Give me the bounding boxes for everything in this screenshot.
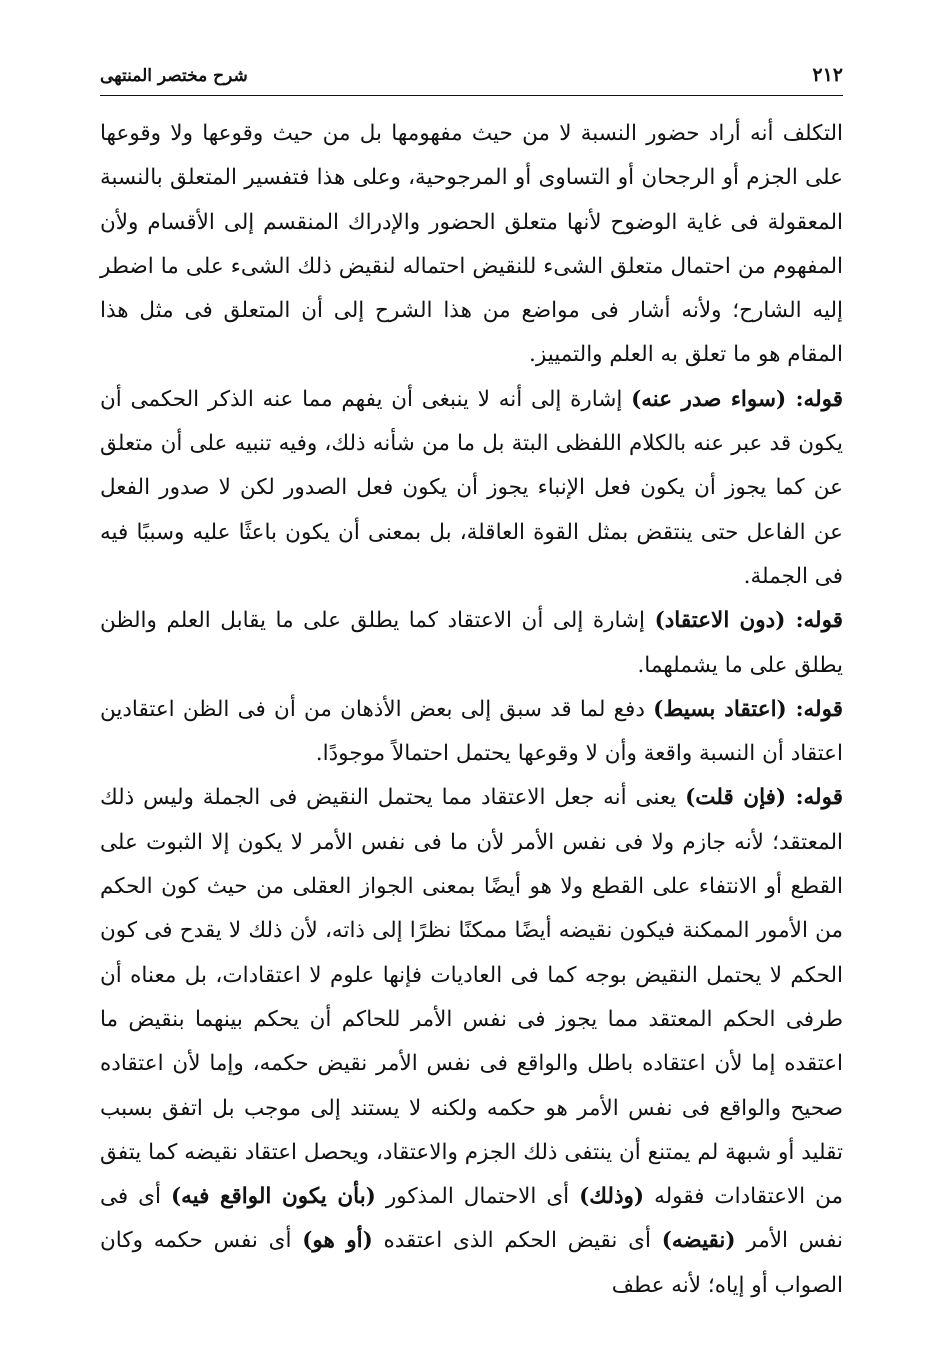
paragraph-text: يعنى أنه جعل الاعتقاد مما يحتمل النقيض فى الجملة وليس ذلك المعتقد؛ لأنه جازم ولا فى نفس الأمر لأن ما فى نفس الأمر لا يكون إلا الثبوت على القطع أو الانتفاء على القطع ولا هو أيضًا بمعنى الجواز العقلى من حيث كون الحكم من الأمور الممكنة فيكون نقيضه أيضًا ممكنًا نظرًا إلى ذاته، لأن ذلك لا يقدح فى كون الحكم لا يحتمل النقيض بوجه كما فى العاديات فإنها علوم لا اعتقادات، بل معناه أن طرفى الحكم المعتقد مما يجوز فى نفس الأمر للحاكم أن يحكم بينهما بنقيض ما اعتقده إما لأن اعتقاده باطل والواقع فى نفس الأمر نقيض حكمه، وإما لأن اعتقاده صحيح والواقع فى نفس الأمر هو حكمه ولكنه لا يستند إلى موجب بل اتفق بسبب تقليد أو شبهة لم يمتنع أن ينتفى ذلك الجزم والاعتقاد، ويحصل اعتقاد نقيضه كما يتفق من الاعتقادات فقوله — [100, 785, 844, 1210]
quoted-phrase: (أو هو) — [302, 1228, 373, 1254]
paragraph-5 — [100, 776, 843, 1308]
quoted-phrase: (فإن قلت) — [685, 785, 787, 811]
paragraph-text: دفع لما قد سبق إلى بعض الأذهان من أن فى الظن اعتقادين اعتقاد أن النسبة واقعة وأن لا وقوعها يحتمل احتمالاً موجودًا. — [100, 696, 843, 767]
qawluhu-label: قوله: — [785, 608, 843, 634]
header-rule — [100, 95, 843, 96]
paragraph-text: أى نفس حكمه وكان الصواب أو إياه؛ لأنه عطف — [100, 1228, 843, 1298]
page-header — [100, 60, 843, 96]
qawluhu-label: قوله: — [786, 386, 843, 412]
paragraph-text: أى فى نفس الأمر — [100, 1184, 843, 1254]
paragraph-4 — [100, 688, 843, 777]
quoted-phrase: (سواء صدر عنه) — [631, 386, 787, 412]
paragraph-text: التكلف أنه أراد حضور النسبة لا من حيث مفهومها بل من حيث وقوعها ولا وقوعها على الجزم أو الرجحان أو التساوى أو المرجوحية، وعلى هذا فتفسير المتعلق بالنسبة المعقولة فى غاية الوضوح لأنها متعلق الحضور والإدراك المنقسم إلى الأقسام ولأن المفهوم من احتمال متعلق الشىء للنقيض احتماله لنقيض ذلك الشىء على ما اضطر إليه الشارح؛ ولأنه أشار فى مواضع من هذا الشرح إلى أن المتعلق فى مثل هذا المقام هو ما تعلق به العلم والتمييز. — [100, 121, 843, 368]
page-number: ٢١٢ — [812, 64, 843, 86]
paragraph-text: أى نقيض الحكم الذى اعتقده — [372, 1228, 662, 1254]
paragraph-2 — [100, 378, 843, 599]
quoted-phrase: (وذلك) — [579, 1184, 645, 1210]
paragraph-1 — [100, 112, 843, 378]
quoted-phrase: (نقيضه) — [661, 1228, 736, 1254]
qawluhu-label: قوله: — [786, 696, 843, 722]
paragraph-text: أى الاحتمال المذكور — [375, 1184, 580, 1210]
qawluhu-label: قوله: — [786, 785, 843, 811]
quoted-phrase: (اعتقاد بسيط) — [653, 696, 787, 722]
paragraph-text: إشارة إلى أنه لا ينبغى أن يفهم مما عنه الذكر الحكمى أن يكون قد عبر عنه بالكلام اللفظى البتة بل ما من شأنه ذلك، وفيه تنبيه على أن متعلق عن كما يجوز أن يكون فعل الإنباء يجوز أن يكون فعل الصدور لكن لا صدور الفعل عن الفاعل حتى ينتقض بمثل القوة العاقلة، بل بمعنى أن يكون باعثًا عليه وسببًا فيه فى الجملة. — [100, 386, 843, 589]
paragraph-text: إشارة إلى أن الاعتقاد كما يطلق على ما يقابل العلم والظن يطلق على ما يشملهما. — [100, 608, 843, 678]
quoted-phrase: (دون الاعتقاد) — [654, 608, 786, 634]
body-text — [100, 112, 843, 1308]
quoted-phrase: (بأن يكون الواقع فيه) — [170, 1184, 376, 1210]
paragraph-3 — [100, 599, 843, 688]
running-title: شرح مختصر المنتهى — [100, 66, 248, 86]
